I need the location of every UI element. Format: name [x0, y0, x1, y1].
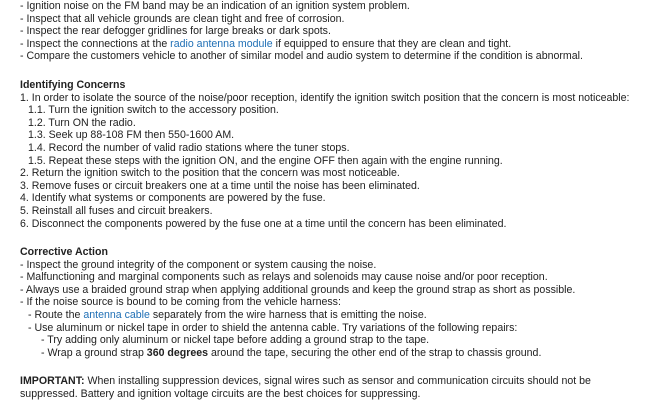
step-item: 2. Return the ignition switch to the position that the concern was most noticeable.: [20, 167, 400, 180]
list-item-text: - Inspect the connections at the: [20, 37, 171, 50]
radio-antenna-module-link[interactable]: radio antenna module: [170, 37, 273, 50]
substep-item: 1.2. Turn ON the radio.: [28, 116, 136, 129]
sub-list-item: [20, 309, 640, 322]
substep-item: 1.3. Seek up 88-108 FM then 550-1600 AM.: [28, 129, 235, 142]
substep-item: 1.4. Record the number of valid radio stations where the tuner stops.: [28, 141, 350, 154]
section-heading: Corrective Action: [20, 246, 108, 259]
sub-sub-list-item: - Try adding only aluminum or nickel tape before adding a ground strap to the tape.: [41, 334, 430, 347]
general-checks-list: [20, 0, 640, 63]
corrective-action-section: [20, 246, 640, 359]
sub-sub-list-item: [20, 347, 640, 360]
emphasis-text: 360 degrees: [146, 346, 209, 359]
substep-item: 1.5. Repeat these steps with the ignition ON, and the engine OFF then again with the engine running.: [28, 154, 503, 167]
step-item: 4. Identify what systems or components are powered by the fuse.: [20, 192, 326, 205]
sub-list-item: - Use aluminum or nickel tape in order to shield the antenna cable. Try variations of the following repairs:: [28, 321, 518, 334]
list-item: - Ignition noise on the FM band may be an indication of an ignition system problem.: [20, 0, 410, 12]
step-item: 1. In order to isolate the source of the noise/poor reception, identify the ignition switch position that the concern is most noticeable:: [20, 91, 630, 104]
list-item-text: around the tape, securing the other end of the strap to chassis ground.: [208, 346, 542, 359]
step-item: 6. Disconnect the components powered by the fuse one at a time until the concern has been eliminated.: [20, 217, 507, 230]
list-item: - Malfunctioning and marginal components such as relays and solenoids may cause noise and/or poor reception.: [20, 271, 548, 284]
identifying-concerns-section: [20, 79, 640, 230]
list-item: - Inspect that all vehicle grounds are clean tight and free of corrosion.: [20, 12, 345, 25]
list-item-text: - Wrap a ground strap: [41, 346, 147, 359]
important-note: [20, 375, 632, 401]
antenna-cable-link[interactable]: antenna cable: [83, 309, 150, 322]
list-item: - Compare the customers vehicle to another of similar model and audio system to determine if the condition is abnormal.: [20, 50, 583, 63]
list-item: [20, 38, 640, 51]
substep-item: 1.1. Turn the ignition switch to the accessory position.: [28, 104, 279, 117]
section-heading: Identifying Concerns: [20, 78, 126, 91]
list-item-text: separately from the wire harness that is emitting the noise.: [149, 309, 427, 322]
list-item: - Inspect the ground integrity of the component or system causing the noise.: [20, 258, 377, 271]
step-item: 5. Reinstall all fuses and circuit breakers.: [20, 204, 213, 217]
list-item: - If the noise source is bound to be coming from the vehicle harness:: [20, 296, 341, 309]
list-item-text: if equipped to ensure that they are clean and tight.: [272, 37, 512, 50]
list-item: - Inspect the rear defogger gridlines for large breaks or dark spots.: [20, 25, 331, 38]
step-item: 3. Remove fuses or circuit breakers one at a time until the noise has been eliminated.: [20, 179, 420, 192]
list-item: - Always use a braided ground strap when applying additional grounds and keep the ground strap as short as possible.: [20, 283, 576, 296]
list-item-text: - Route the: [28, 309, 84, 322]
important-text: When installing suppression devices, signal wires such as sensor and communication circuits should not be suppressed. Battery and ignition voltage circuits are the best choices for suppressing.: [20, 375, 591, 401]
important-label: IMPORTANT:: [20, 375, 85, 388]
